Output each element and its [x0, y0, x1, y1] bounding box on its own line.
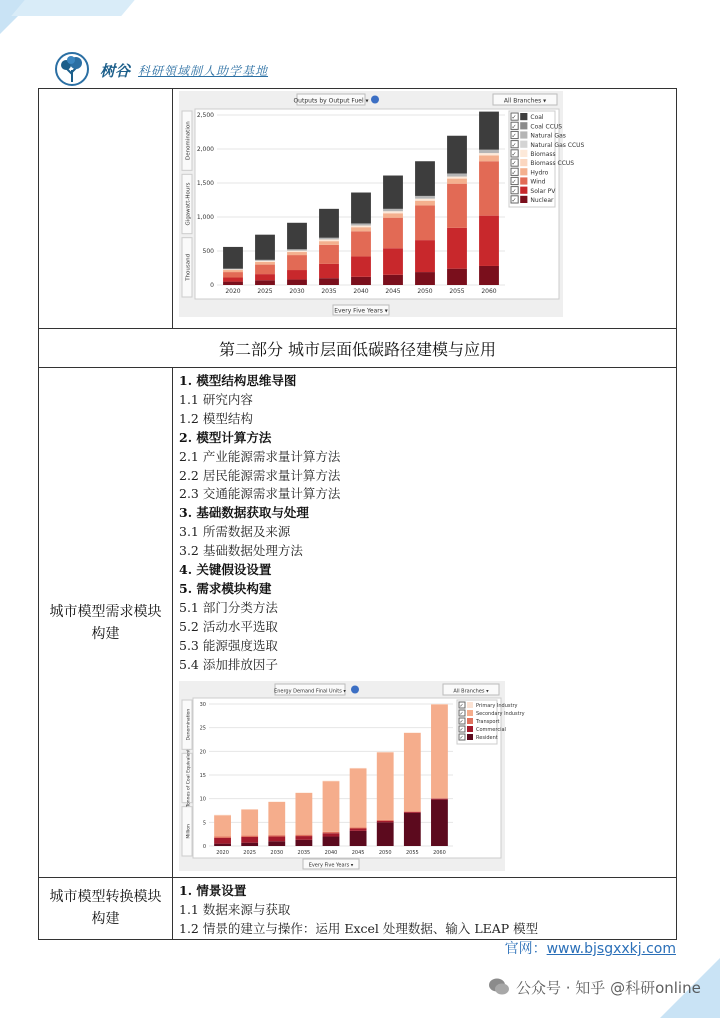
bar-segment — [377, 752, 394, 820]
bar-segment — [319, 238, 339, 240]
legend-label: Primary Industry — [476, 702, 518, 709]
bar-segment — [415, 161, 435, 196]
conversion-toc — [173, 878, 676, 939]
legend-label: Coal — [530, 114, 544, 122]
bar-segment — [377, 819, 394, 820]
bar-segment — [350, 828, 367, 830]
official-site — [505, 938, 676, 958]
x-tick-label: 2045 — [351, 849, 365, 856]
bar-segment — [214, 837, 231, 843]
check-icon: ✓ — [511, 141, 517, 149]
label-line: 城市模型转换模块 — [49, 889, 162, 906]
bar-segment — [351, 193, 371, 224]
toc-subitem: 1.1 研究内容 — [179, 391, 253, 407]
toc-heading: 1. 模型结构思维导图 — [179, 373, 297, 388]
bar-segment — [415, 201, 435, 206]
legend-swatch — [520, 196, 527, 203]
bar-segment — [383, 218, 403, 249]
bar-segment — [319, 245, 339, 264]
dropdown-label: Energy Demand Final Units ▾ — [274, 688, 346, 694]
legend-swatch — [467, 718, 473, 724]
y-tick-label: 30 — [199, 701, 206, 708]
legend-label: Natural Gas CCUS — [530, 141, 585, 149]
legend-swatch — [467, 726, 473, 732]
bar-segment — [415, 205, 435, 240]
conversion-content-cell — [173, 878, 677, 940]
bar-segment — [351, 223, 371, 225]
bar-segment — [295, 792, 312, 834]
bar-segment — [447, 179, 467, 184]
corner-stripe — [11, 0, 134, 16]
bar-segment — [287, 280, 307, 285]
check-icon: ✓ — [511, 114, 517, 122]
toc-subitem: 5.1 部门分类方法 — [179, 599, 278, 615]
toc-subitem: 1.2 情景的建立与操作：运用 Excel 处理数据、输入 LEAP 模型 — [179, 920, 539, 936]
legend-swatch — [520, 177, 527, 184]
toc-subitem: 3.1 所需数据及来源 — [179, 524, 291, 540]
x-tick-label: 2050 — [378, 849, 392, 856]
toc-subitem: 2.3 交通能源需求量计算方法 — [179, 486, 341, 502]
legend-label: Wind — [530, 178, 546, 186]
plot-area — [193, 698, 501, 858]
x-tick-label: 2030 — [270, 849, 284, 856]
bar-segment — [295, 834, 312, 835]
bar-segment — [415, 240, 435, 272]
bar-segment — [350, 827, 367, 828]
bar-segment — [319, 209, 339, 238]
toc-subitem: 2.2 居民能源需求量计算方法 — [179, 467, 341, 483]
demand-content-cell — [173, 368, 677, 878]
legend-swatch — [520, 113, 527, 120]
x-tick-label: 2040 — [324, 849, 338, 856]
bar-segment — [295, 839, 312, 845]
tree-logo-icon — [52, 52, 92, 88]
bar-segment — [223, 282, 243, 285]
demand-module-label — [39, 368, 173, 878]
check-icon: ✓ — [511, 187, 517, 195]
x-tick-label: 2060 — [481, 288, 497, 295]
bar-segment — [431, 798, 448, 799]
x-tick-label: 2045 — [385, 288, 401, 295]
axis-label: Denomination — [185, 121, 192, 161]
help-icon — [371, 96, 379, 104]
y-tick-label: 15 — [199, 772, 206, 779]
wechat-icon — [488, 976, 510, 998]
bar-segment — [431, 704, 448, 798]
legend-label: Biomass — [530, 151, 556, 158]
bar-segment — [479, 216, 499, 266]
bar-segment — [447, 184, 467, 228]
bar-segment — [319, 241, 339, 245]
dropdown-label: All Branches ▾ — [453, 688, 489, 694]
empty-label-cell — [39, 89, 173, 329]
toc-subitem: 5.4 添加排放因子 — [179, 656, 278, 672]
legend-swatch — [467, 702, 473, 708]
check-icon: ✓ — [459, 710, 464, 717]
x-tick-label: 2050 — [417, 288, 433, 295]
bar-segment — [404, 811, 421, 812]
toc-heading: 5. 需求模块构建 — [179, 580, 272, 596]
legend-label: Solar PV — [530, 187, 556, 195]
y-tick-label: 1,000 — [196, 214, 214, 221]
bar-segment — [447, 177, 467, 179]
bar-segment — [287, 270, 307, 280]
check-icon: ✓ — [459, 702, 464, 709]
bar-segment — [255, 235, 275, 260]
legend-label: Nuclear — [530, 197, 554, 204]
bar-segment — [255, 262, 275, 265]
bar-segment — [323, 836, 340, 845]
bar-segment — [241, 842, 258, 845]
dropdown-label: Every Five Years ▾ — [308, 862, 354, 868]
bar-segment — [377, 822, 394, 846]
energy-output-chart — [179, 91, 585, 317]
watermark-text: 公众号 · 知乎 @科研online — [516, 978, 701, 997]
bar-segment — [319, 239, 339, 241]
chart1-cell — [173, 89, 677, 329]
bar-segment — [223, 278, 243, 282]
toc-subitem: 1.2 模型结构 — [179, 410, 253, 426]
legend-label: Secondary Industry — [476, 710, 525, 717]
x-tick-label: 2030 — [289, 288, 305, 295]
check-icon: ✓ — [511, 132, 517, 140]
help-icon — [351, 685, 359, 693]
site-label: 官网： — [504, 941, 547, 957]
bar-segment — [214, 815, 231, 836]
x-tick-label: 2020 — [225, 288, 241, 295]
check-icon: ✓ — [511, 123, 517, 131]
bar-segment — [223, 269, 243, 270]
legend-label: Natural Gas — [530, 132, 566, 140]
toc-heading: 3. 基础数据获取与处理 — [179, 505, 309, 521]
bar-segment — [377, 820, 394, 821]
bar-segment — [404, 812, 421, 845]
bar-segment — [479, 150, 499, 153]
bar-segment — [268, 801, 285, 834]
bar-segment — [447, 136, 467, 174]
check-icon: ✓ — [511, 197, 517, 204]
bar-segment — [255, 265, 275, 275]
dropdown-label: All Branches ▾ — [503, 97, 547, 105]
toc-heading: 2. 模型计算方法 — [179, 429, 272, 445]
label-line: 构建 — [91, 625, 120, 642]
bar-segment — [351, 277, 371, 285]
bar-segment — [323, 833, 340, 836]
x-tick-label: 2025 — [243, 849, 257, 856]
toc-subitem: 1.1 数据来源与获取 — [179, 901, 291, 917]
label-line: 构建 — [91, 911, 120, 928]
legend-swatch — [520, 159, 527, 166]
legend-label: Resident — [476, 734, 498, 741]
bar-segment — [319, 278, 339, 285]
bar-segment — [415, 199, 435, 201]
bar-segment — [287, 223, 307, 250]
axis-label: Gigawatt-Hours — [185, 182, 192, 226]
bar-segment — [241, 835, 258, 836]
bar-segment — [404, 732, 421, 811]
bar-segment — [351, 231, 371, 256]
legend-swatch — [467, 734, 473, 740]
bar-segment — [255, 280, 275, 285]
bar-segment — [223, 272, 243, 277]
bar-segment — [223, 269, 243, 270]
legend-swatch — [467, 710, 473, 716]
watermark — [488, 976, 701, 998]
bar-segment — [431, 799, 448, 845]
bar-segment — [214, 843, 231, 845]
y-tick-label: 10 — [199, 796, 206, 803]
legend-swatch — [520, 122, 527, 129]
x-tick-label: 2020 — [216, 849, 229, 856]
legend-swatch — [520, 168, 527, 175]
bar-segment — [214, 836, 231, 837]
bar-segment — [268, 835, 285, 836]
label-line: 城市模型需求模块 — [49, 603, 162, 620]
bar-segment — [255, 274, 275, 280]
toc-heading: 1. 情景设置 — [179, 883, 247, 898]
bar-segment — [255, 261, 275, 262]
legend-label: Coal CCUS — [530, 123, 563, 131]
x-tick-label: 2035 — [321, 288, 337, 295]
check-icon: ✓ — [511, 178, 517, 186]
x-tick-label: 2040 — [353, 288, 369, 295]
bar-segment — [287, 249, 307, 250]
legend-swatch — [520, 150, 527, 157]
bar-segment — [351, 256, 371, 276]
toc-subitem: 5.3 能源强度选取 — [179, 637, 278, 653]
toc-subitem: 3.2 基础数据处理方法 — [179, 543, 303, 559]
x-tick-label: 2055 — [449, 288, 465, 295]
toc-subitem: 5.2 活动水平选取 — [179, 618, 278, 634]
axis-label: Tonnes of Coal Equivalent — [186, 748, 192, 807]
bar-segment — [415, 272, 435, 285]
bar-segment — [415, 196, 435, 199]
y-tick-label: 0 — [202, 843, 206, 850]
legend-swatch — [520, 141, 527, 148]
bar-segment — [383, 248, 403, 275]
check-icon: ✓ — [511, 151, 517, 158]
y-tick-label: 20 — [199, 748, 206, 755]
bar-segment — [351, 226, 371, 228]
brand-name: 树谷 — [100, 61, 131, 80]
y-tick-label: 25 — [199, 725, 206, 732]
bar-segment — [479, 112, 499, 150]
legend-swatch — [520, 131, 527, 138]
brand-slogan: 科研領域制人助学基地 — [138, 63, 269, 78]
site-link[interactable]: www.bjsgxxkj.com — [546, 941, 676, 957]
bar-segment — [323, 781, 340, 832]
axis-label: Denomination — [186, 708, 192, 741]
check-icon: ✓ — [511, 160, 517, 168]
dropdown-label: Outputs by Output Fuel ▾ — [293, 97, 369, 105]
bar-segment — [255, 260, 275, 261]
bar-segment — [350, 830, 367, 845]
energy-demand-chart — [179, 681, 525, 871]
demand-toc — [173, 368, 676, 675]
dropdown-label: Every Five Years ▾ — [334, 307, 388, 315]
x-tick-label: 2035 — [297, 849, 311, 856]
legend-label: Biomass CCUS — [530, 160, 575, 168]
legend-label: Commercial — [476, 726, 506, 733]
bar-segment — [268, 836, 285, 841]
y-tick-label: 500 — [202, 248, 214, 255]
bar-segment — [223, 247, 243, 269]
check-icon: ✓ — [459, 718, 464, 725]
bar-segment — [287, 251, 307, 252]
bar-segment — [241, 837, 258, 843]
page-header — [52, 52, 268, 88]
bar-segment — [479, 161, 499, 215]
check-icon: ✓ — [459, 734, 464, 741]
x-tick-label: 2055 — [405, 849, 419, 856]
bar-segment — [319, 264, 339, 278]
y-tick-label: 1,500 — [196, 180, 214, 187]
bar-segment — [287, 252, 307, 255]
y-tick-label: 2,500 — [196, 112, 214, 119]
course-outline-table — [38, 88, 677, 940]
bar-segment — [447, 269, 467, 285]
bar-segment — [351, 227, 371, 231]
y-tick-label: 2,000 — [196, 146, 214, 153]
conversion-module-label — [39, 878, 173, 940]
bar-segment — [295, 836, 312, 840]
bar-segment — [479, 153, 499, 155]
bar-segment — [287, 255, 307, 270]
legend-swatch — [520, 187, 527, 194]
check-icon: ✓ — [459, 726, 464, 733]
legend-label: Hydro — [530, 169, 549, 177]
bar-segment — [447, 173, 467, 176]
bar-segment — [383, 213, 403, 217]
bar-segment — [268, 841, 285, 846]
bar-segment — [383, 209, 403, 211]
toc-subitem: 2.1 产业能源需求量计算方法 — [179, 448, 341, 464]
section-title: 第二部分 城市层面低碳路径建模与应用 — [39, 329, 677, 368]
bar-segment — [479, 266, 499, 285]
bar-segment — [223, 270, 243, 272]
bar-segment — [323, 831, 340, 832]
axis-label: Thousand — [185, 253, 192, 281]
toc-heading: 4. 关键假设设置 — [179, 562, 272, 578]
plot-area — [195, 109, 559, 299]
bar-segment — [350, 768, 367, 827]
bar-segment — [383, 275, 403, 285]
bar-segment — [383, 176, 403, 209]
bar-segment — [479, 155, 499, 161]
bar-segment — [241, 809, 258, 835]
y-tick-label: 5 — [202, 819, 206, 826]
legend-label: Transport — [476, 718, 500, 725]
x-tick-label: 2025 — [257, 288, 273, 295]
x-tick-label: 2060 — [433, 849, 446, 856]
bar-segment — [383, 211, 403, 213]
y-tick-label: 0 — [210, 282, 214, 289]
check-icon: ✓ — [511, 169, 517, 177]
axis-label: Million — [186, 823, 192, 839]
bar-segment — [447, 228, 467, 269]
